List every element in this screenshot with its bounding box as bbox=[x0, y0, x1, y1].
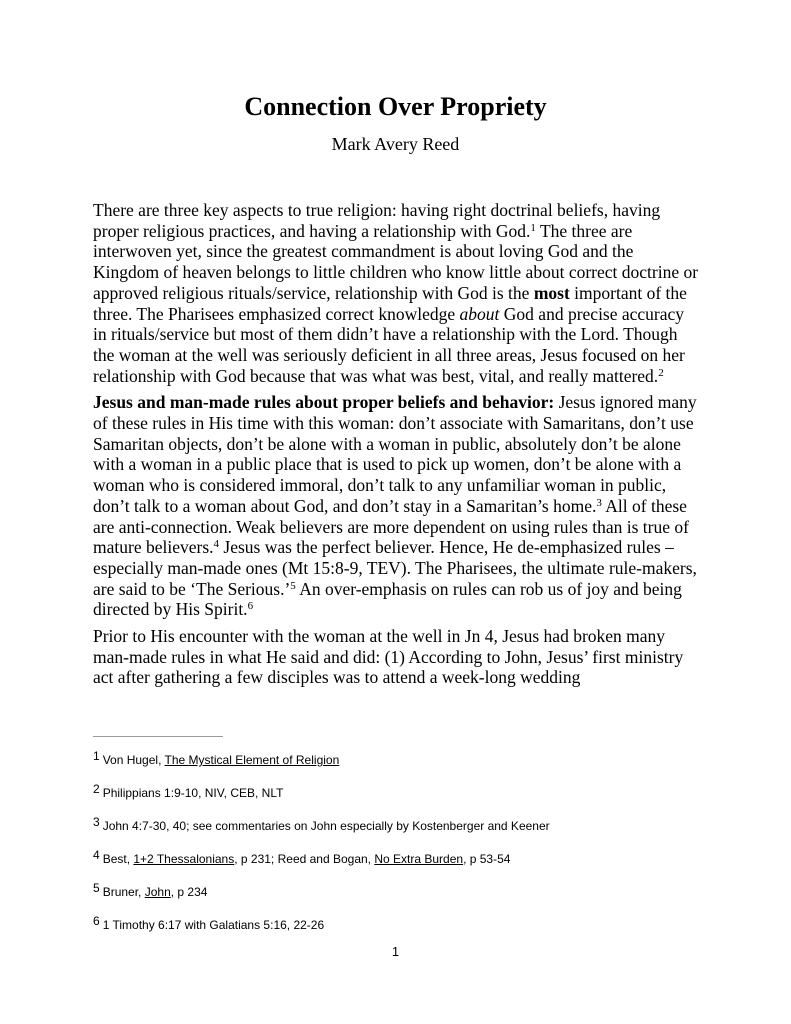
footnote-ref[interactable]: 5 bbox=[290, 579, 296, 592]
footnote-text: Bruner, bbox=[102, 885, 145, 899]
footnote-text: Philippians 1:9-10, NIV, CEB, NLT bbox=[102, 786, 284, 800]
footnote-number: 5 bbox=[93, 881, 100, 895]
paragraph-text: Jesus was the perfect believer. Hence, He de-emphasized rules – especially man-made ones (Mt 15:8-9, TEV). The Pharisees, the ultimate rule-makers, are said to be ‘The Serious.’ bbox=[93, 537, 697, 599]
footnote-text: , p 231; Reed and Bogan, bbox=[234, 852, 375, 866]
footnote-item bbox=[93, 914, 713, 947]
document-author: Mark Avery Reed bbox=[331, 134, 460, 154]
footnote-citation-title: 1+2 Thessalonians bbox=[133, 852, 235, 866]
footnote-item bbox=[93, 749, 713, 782]
footnote-text: , p 234 bbox=[170, 885, 208, 899]
footnote-number: 1 bbox=[93, 749, 100, 763]
footnote-text: , p 53-54 bbox=[463, 852, 511, 866]
footnote-citation-title: John bbox=[144, 885, 171, 899]
paragraph-text: Jesus ignored many of these rules in His time with this woman: don’t associate with Samaritans, don’t use Samaritan objects, don’t be alone with a woman in public, absolutely don’t be alone with a woman in a public place that is used to pick up women, don’t be alone with a woman who is considered immoral, don’t talk to any unfamiliar woman in public, don’t talk to a woman about God, and don’t stay in a Samaritan’s home. bbox=[93, 392, 697, 516]
footnote-text: Von Hugel, bbox=[102, 753, 165, 767]
footnote-ref[interactable]: 1 bbox=[530, 221, 536, 234]
paragraph-1 bbox=[93, 200, 699, 386]
paragraph-text: Prior to His encounter with the woman at the well in Jn 4, Jesus had broken many man-made rules in what He said and did: (1) According to John, Jesus’ first ministry act after gathering a few disciples was to attend a week-long wedding bbox=[93, 626, 684, 688]
footnote-number: 6 bbox=[93, 914, 100, 928]
footnote-text: Best, bbox=[102, 852, 134, 866]
document-title: Connection Over Propriety bbox=[244, 92, 547, 121]
footnote-number: 2 bbox=[93, 782, 100, 796]
footnote-number: 4 bbox=[93, 848, 100, 862]
paragraph-text: All of these are anti-connection. Weak believers are more dependent on using rules than is true of mature believers. bbox=[93, 495, 689, 558]
footnote-citation-title: The Mystical Element of Religion bbox=[164, 753, 340, 767]
footnotes bbox=[93, 749, 713, 947]
footnote-text: 1 Timothy 6:17 with Galatians 5:16, 22-26 bbox=[102, 918, 325, 932]
emphasis-italic: about bbox=[459, 303, 500, 324]
footnote-separator bbox=[93, 736, 223, 737]
footnote-ref[interactable]: 2 bbox=[658, 366, 664, 379]
footnote-text: John 4:7-30, 40; see commentaries on John especially by Kostenberger and Keener bbox=[102, 819, 550, 833]
emphasis-bold: most bbox=[533, 282, 570, 303]
footnote-citation-title: No Extra Burden bbox=[374, 852, 464, 866]
footnote-item bbox=[93, 782, 713, 815]
paragraph-text: The three are interwoven yet, since the greatest commandment is about loving God and the Kingdom of heaven belongs to little children who know little about correct doctrine or approved religious rituals/service, relationship with God is the bbox=[93, 220, 699, 303]
paragraph-text: There are three key aspects to true religion: having right doctrinal beliefs, having proper religious practices, and having a relationship with God. bbox=[93, 200, 661, 241]
footnote-ref[interactable]: 6 bbox=[247, 600, 254, 613]
footnote-item bbox=[93, 815, 713, 848]
paragraph-text: An over-emphasis on rules can rob us of joy and being directed by His Spirit. bbox=[93, 578, 682, 620]
paragraph-2 bbox=[93, 392, 699, 620]
page-number: 1 bbox=[391, 944, 400, 959]
paragraph-text: important of the three. The Pharisees emphasized correct knowledge bbox=[93, 282, 687, 324]
body-text bbox=[93, 200, 699, 694]
paragraph-3 bbox=[93, 626, 699, 688]
footnote-ref[interactable]: 3 bbox=[596, 496, 602, 509]
footnote-item bbox=[93, 881, 713, 914]
footnote-number: 3 bbox=[93, 815, 100, 829]
paragraph-text: God and precise accuracy in rituals/service but most of them didn’t have a relationship with the Lord. Though the woman at the well was seriously deficient in all three areas, Jesus focused on her relationship with God because that was what was best, vital, and really mattered. bbox=[93, 303, 685, 386]
paragraph-lead-heading: Jesus and man-made rules about proper beliefs and behavior: bbox=[93, 392, 555, 413]
footnote-item bbox=[93, 848, 713, 881]
footnote-ref[interactable]: 4 bbox=[213, 538, 220, 551]
